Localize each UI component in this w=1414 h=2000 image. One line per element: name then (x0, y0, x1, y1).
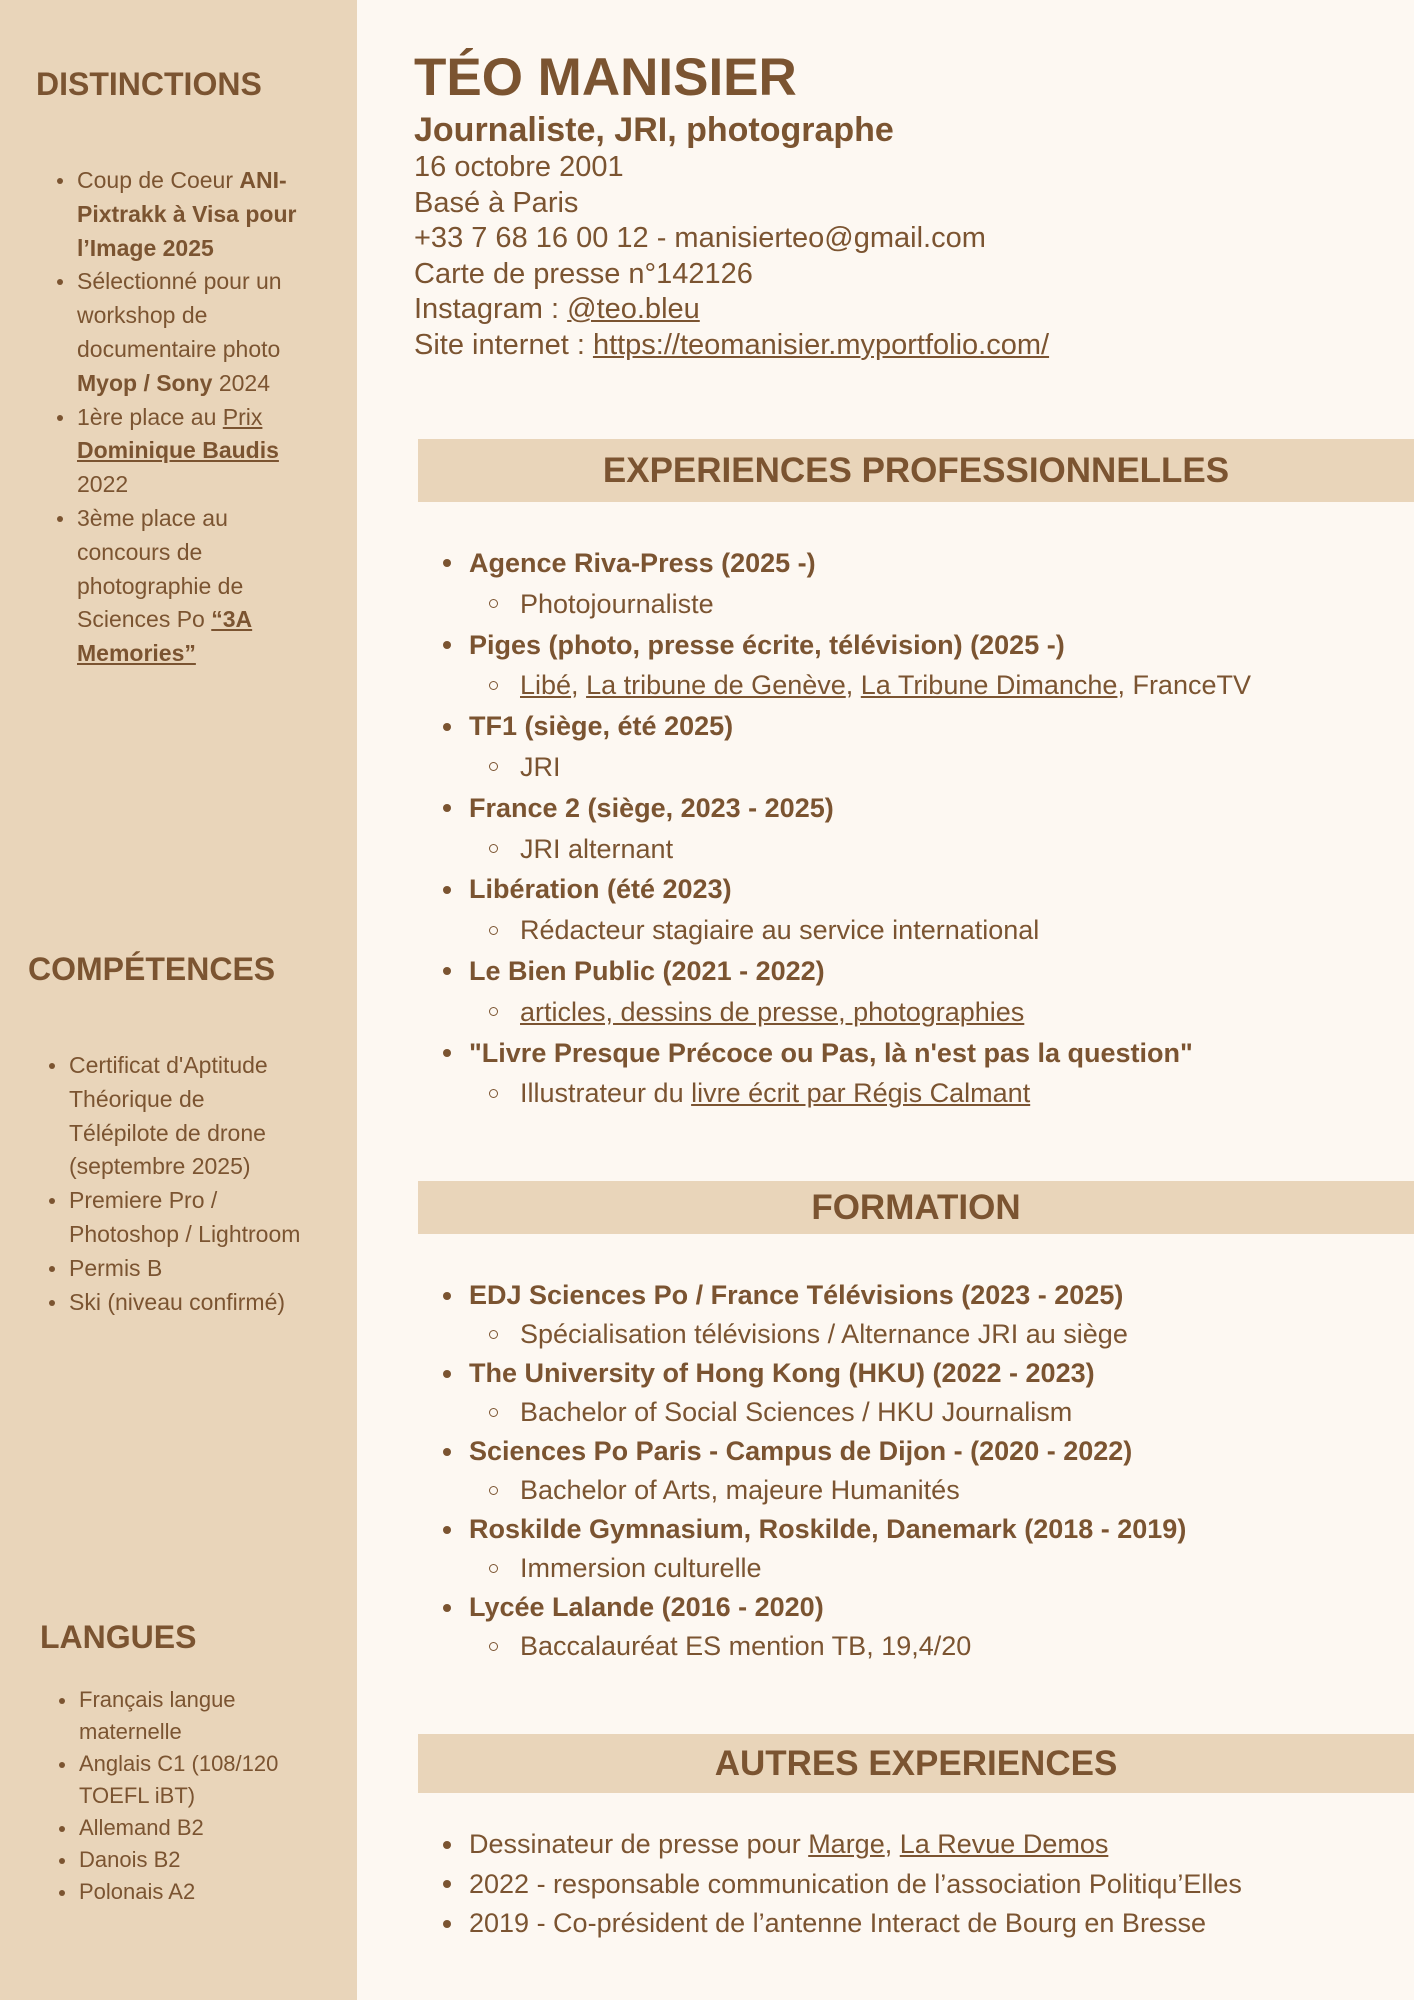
list-item (77, 265, 302, 400)
list-subitem (469, 1073, 1251, 1114)
autres-list (469, 1825, 1242, 1944)
list-item (469, 1432, 1186, 1471)
list-item (469, 1354, 1186, 1393)
contact-info (414, 150, 1049, 363)
list-subitem (469, 992, 1251, 1033)
prix-link[interactable]: Prix (222, 403, 263, 430)
langues-title: LANGUES (40, 1619, 197, 1655)
sep: , (884, 1829, 900, 1859)
link-bold: Dominique Baudis (77, 437, 279, 464)
item-title: The University of Hong Kong (HKU) (2022 - 2023) (469, 1358, 1095, 1388)
tribune-geneve-link[interactable]: La tribune de Genève (586, 670, 846, 701)
list-item (469, 788, 1251, 829)
revue-demos-link[interactable]: La Revue Demos (899, 1829, 1109, 1859)
instagram-label: Instagram : (414, 293, 568, 325)
dominique-baudis-link[interactable] (77, 437, 279, 463)
list-item: Anglais C1 (108/120 TOEFL iBT) (79, 1748, 319, 1812)
list-item (469, 543, 1251, 584)
item-text: 2022 (77, 471, 129, 498)
item-text: Illustrateur du (520, 1078, 692, 1109)
location: Basé à Paris (414, 186, 579, 219)
list-subitem: Immersion culturelle (469, 1549, 1186, 1588)
item-title: Lycée Lalande (2016 - 2020) (469, 1592, 824, 1622)
list-item: Ski (niveau confirmé) (69, 1286, 304, 1320)
item-title: "Livre Presque Précoce ou Pas, là n'est pas la question" (469, 1037, 1193, 1068)
list-item: Danois B2 (79, 1844, 319, 1876)
list-item (469, 951, 1251, 992)
instagram-link[interactable]: @teo.bleu (567, 293, 700, 325)
experiences-title: EXPERIENCES PROFESSIONNELLES (602, 450, 1230, 490)
francetv: FranceTV (1132, 670, 1251, 701)
phone-email: +33 7 68 16 00 12 - manisierteo@gmail.com (414, 222, 986, 254)
distinctions-title: DISTINCTIONS (36, 66, 262, 102)
list-item: Permis B (69, 1252, 304, 1286)
site-label: Site internet : (414, 328, 593, 361)
item-title: Roskilde Gymnasium, Roskilde, Danemark (2018 - 2019) (469, 1514, 1187, 1544)
list-subitem: Bachelor of Arts, majeure Humanités (469, 1471, 1186, 1510)
list-item: 2022 - responsable communication de l’association Politiqu’Elles (469, 1865, 1242, 1905)
formation-list (469, 1276, 1186, 1666)
sep: , (571, 670, 587, 701)
competences-list (69, 1049, 304, 1319)
libe-link[interactable]: Libé (520, 670, 572, 701)
list-item (469, 1510, 1186, 1549)
item-title: Agence Riva-Press (2025 -) (469, 548, 816, 578)
sep: , (1117, 670, 1133, 701)
list-item: Polonais A2 (79, 1876, 319, 1908)
item-text: Coup de Coeur (77, 167, 240, 193)
list-subitem: Bachelor of Social Sciences / HKU Journalism (469, 1393, 1186, 1432)
experiences-band (418, 439, 1414, 502)
item-title: France 2 (siège, 2023 - 2025) (469, 792, 834, 823)
sep: , (845, 670, 861, 701)
item-title: Libération (été 2023) (469, 874, 732, 905)
experiences-list (469, 543, 1251, 1114)
list-item (469, 1276, 1186, 1315)
birth-date: 16 octobre 2001 (414, 151, 624, 183)
autres-band (418, 1734, 1414, 1793)
list-item: 2019 - Co-président de l’antenne Interact de Bourg en Bresse (469, 1904, 1242, 1944)
item-title: EDJ Sciences Po / France Télévisions (2023 - 2025) (469, 1280, 1124, 1310)
bien-public-link[interactable]: articles, dessins de presse, photographies (520, 996, 1025, 1027)
livre-link[interactable]: livre écrit par Régis Calmant (691, 1078, 1031, 1109)
sidebar (0, 0, 357, 2000)
list-subitem: Rédacteur stagiaire au service international (469, 910, 1251, 951)
site-link[interactable]: https://teomanisier.myportfolio.com/ (592, 328, 1050, 361)
list-item (469, 706, 1251, 747)
site-line (414, 328, 1049, 364)
item-title: Piges (photo, presse écrite, télévision) (2025 -) (469, 629, 1065, 660)
list-item (469, 1033, 1251, 1074)
formation-title: FORMATION (811, 1187, 1021, 1227)
list-item (469, 625, 1251, 666)
list-subitem: Spécialisation télévisions / Alternance JRI au siège (469, 1315, 1186, 1354)
list-item (77, 164, 302, 265)
list-item: Premiere Pro / Photoshop / Lightroom (69, 1184, 304, 1252)
list-item: Français langue maternelle (79, 1684, 319, 1748)
tribune-dimanche-link[interactable]: La Tribune Dimanche (860, 670, 1118, 701)
item-text: 2024 (212, 369, 271, 396)
langues-list (79, 1684, 319, 1908)
list-item (77, 401, 302, 502)
competences-title: COMPÉTENCES (28, 951, 276, 987)
list-item (469, 1825, 1242, 1865)
job-title: Journaliste, JRI, photographe (414, 111, 894, 149)
list-subitem: JRI alternant (469, 829, 1251, 870)
marge-link[interactable]: Marge (808, 1829, 885, 1859)
item-text: Sélectionné pour un workshop de documentaire photo (77, 268, 282, 362)
list-item: Certificat d'Aptitude Théorique de Télépilote de drone (septembre 2025) (69, 1049, 304, 1184)
list-subitem: Photojournaliste (469, 584, 1251, 625)
list-item (469, 1588, 1186, 1627)
distinctions-list (77, 164, 302, 671)
item-title: Sciences Po Paris - Campus de Dijon - (2020 - 2022) (469, 1436, 1133, 1466)
list-item (469, 869, 1251, 910)
header (414, 46, 1049, 363)
list-item: Allemand B2 (79, 1812, 319, 1844)
name: TÉO MANISIER (414, 48, 797, 107)
list-subitem: Baccalauréat ES mention TB, 19,4/20 (469, 1627, 1186, 1666)
list-subitem (469, 665, 1251, 706)
item-title: Le Bien Public (2021 - 2022) (469, 955, 825, 986)
item-text: 1ère place au (77, 403, 223, 430)
press-card: Carte de presse n°142126 (414, 257, 753, 290)
instagram-line (414, 292, 1049, 328)
item-bold: Myop / Sony (77, 369, 213, 396)
link-bold: “3A Memories” (77, 606, 253, 667)
item-bold: ANI-Pixtrakk à Visa pour l’Image 2025 (77, 167, 297, 261)
item-title: TF1 (siège, été 2025) (469, 711, 734, 742)
item-text: Dessinateur de presse pour (469, 1829, 809, 1859)
list-subitem: JRI (469, 747, 1251, 788)
formation-band (418, 1181, 1414, 1234)
item-text: 3ème place au concours de photographie de Sciences Po (77, 504, 244, 633)
list-item (77, 502, 302, 671)
autres-title: AUTRES EXPERIENCES (714, 1743, 1118, 1783)
